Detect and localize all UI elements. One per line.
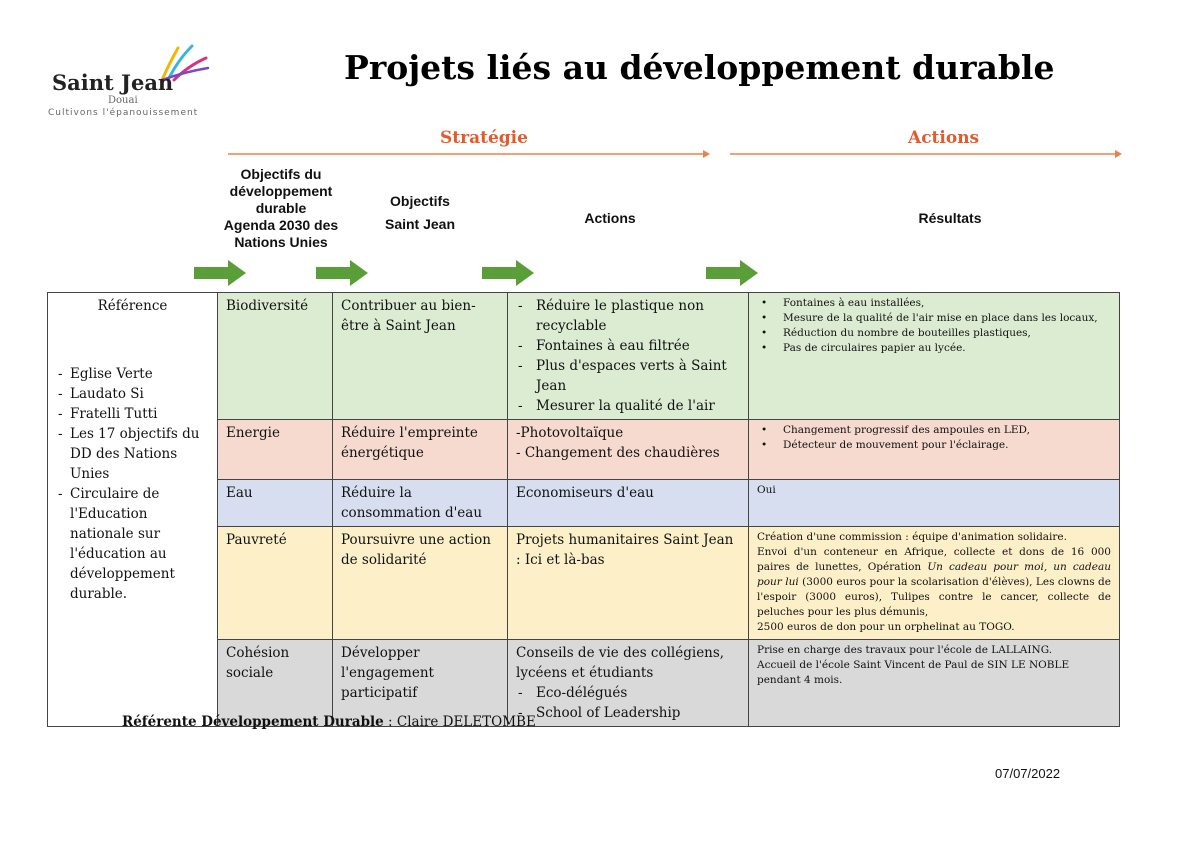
list-item: • Pas de circulaires papier au lycée. (783, 341, 1111, 356)
logo-city: Douai (108, 95, 138, 106)
page-title: Projets liés au développement durable (344, 48, 1055, 87)
resultats-list (757, 423, 1111, 453)
reference-title: Référence (97, 298, 168, 314)
referente-name: : Claire DELETOMBE (383, 714, 536, 730)
action-line: Conseils de vie des collégiens, lycéens et étudiants (516, 645, 725, 681)
resultats-cell (749, 293, 1120, 420)
list-item: • Fontaines à eau installées, (783, 296, 1111, 311)
resultat-line: Prise en charge des travaux pour l'école de LALLAING. (757, 644, 1053, 656)
resultats-cell: Oui (749, 480, 1120, 527)
referente-label: Référente Développement Durable (122, 714, 384, 730)
list-item: - Les 17 objectifs du DD des Nations Unies (70, 424, 209, 484)
col-header-odd-line: Agenda 2030 des (223, 217, 339, 233)
referente-line (122, 714, 536, 730)
section-strategy-label: Stratégie (440, 128, 528, 148)
objectif-cell: Poursuivre une action de solidarité (333, 527, 508, 640)
actions-list (516, 296, 740, 416)
theme-cell: Energie (218, 420, 333, 480)
list-item: - Eco-délégués (536, 683, 740, 703)
action-line: -Photovoltaïque (516, 425, 624, 441)
resultat-text: Envoi d'un conteneur en Afrique, collecte et dons de 16 000 paires de lunettes, Opération (757, 546, 1111, 573)
list-item: - School of Leadership (536, 703, 740, 723)
reference-cell (48, 293, 218, 727)
col-header-objectifs (370, 193, 470, 233)
objectif-cell: Réduire l'empreinte énergétique (333, 420, 508, 480)
col-header-odd-line: développement (229, 183, 333, 199)
list-item: - Fratelli Tutti (70, 404, 209, 424)
resultats-cell (749, 527, 1120, 640)
resultats-cell (749, 640, 1120, 727)
theme-cell: Cohésion sociale (218, 640, 333, 727)
reference-list (56, 364, 209, 604)
resultat-italic-text: Un cadeau pour moi, un cadeau pour lui (757, 561, 1111, 588)
col-header-odd (206, 166, 356, 251)
projects-table (47, 292, 1120, 727)
list-item: • Détecteur de mouvement pour l'éclairage. (783, 438, 1111, 453)
section-actions-label: Actions (908, 128, 980, 148)
actions-cell (508, 640, 749, 727)
logo-tagline: Cultivons l'épanouissement (48, 108, 199, 118)
actions-arrow-icon (730, 150, 1122, 158)
objectif-cell: Développer l'engagement participatif (333, 640, 508, 727)
resultat-text: (3000 euros pour la scolarisation d'élèves), Les clowns de l'espoir (3000 euros), Tulipes contre le cancer, collecte de peluches pour les plus démunis, (757, 576, 1111, 618)
actions-cell (508, 420, 749, 480)
resultat-line: Accueil de l'école Saint Vincent de Paul de SIN LE NOBLE pendant 4 mois. (757, 659, 1070, 686)
actions-cell (508, 293, 749, 420)
strategy-arrow-icon (228, 150, 710, 158)
list-item: • Mesure de la qualité de l'air mise en place dans les locaux, (783, 311, 1111, 326)
resultat-line: 2500 euros de don pour un orphelinat au TOGO. (757, 621, 1015, 633)
list-item: • Réduction du nombre de bouteilles plastiques, (783, 326, 1111, 341)
list-item: • Changement progressif des ampoules en LED, (783, 423, 1111, 438)
theme-cell: Biodiversité (218, 293, 333, 420)
theme-cell: Eau (218, 480, 333, 527)
col-header-objectifs-line: Saint Jean (384, 216, 456, 232)
objectif-cell: Réduire la consommation d'eau (333, 480, 508, 527)
list-item: - Fontaines à eau filtrée (536, 336, 740, 356)
objectif-cell: Contribuer au bien-être à Saint Jean (333, 293, 508, 420)
green-arrow-1-icon (194, 260, 246, 286)
list-item: - Réduire le plastique non recyclable (536, 296, 740, 336)
resultats-list (757, 296, 1111, 356)
green-arrow-2-icon (316, 260, 368, 286)
resultat-line: Création d'une commission : équipe d'animation solidaire. (757, 531, 1067, 543)
logo-name: Saint Jean (52, 70, 174, 95)
col-header-objectifs-line: Objectifs (390, 193, 450, 209)
list-item: - Circulaire de l'Education nationale sur l'éducation au développement durable. (70, 484, 209, 604)
green-arrow-4-icon (706, 260, 758, 286)
list-item: - Plus d'espaces verts à Saint Jean (536, 356, 740, 396)
list-item: - Eglise Verte (70, 364, 209, 384)
list-item: - Mesurer la qualité de l'air (536, 396, 740, 416)
actions-cell: Projets humanitaires Saint Jean : Ici et là-bas (508, 527, 749, 640)
col-header-odd-line: Nations Unies (234, 234, 328, 250)
list-item: - Laudato Si (70, 384, 209, 404)
table-row (48, 293, 1120, 420)
actions-cell: Economiseurs d'eau (508, 480, 749, 527)
header-arrows (0, 0, 1200, 300)
theme-cell: Pauvreté (218, 527, 333, 640)
col-header-odd-line: Objectifs du (240, 166, 322, 182)
document-date: 07/07/2022 (995, 766, 1061, 781)
action-line: - Changement des chaudières (516, 445, 720, 461)
actions-list (516, 683, 740, 723)
green-arrow-3-icon (482, 260, 534, 286)
resultats-cell (749, 420, 1120, 480)
col-header-odd-line: durable (255, 200, 307, 216)
col-header-resultats: Résultats (918, 210, 982, 226)
col-header-actions: Actions (584, 210, 636, 226)
